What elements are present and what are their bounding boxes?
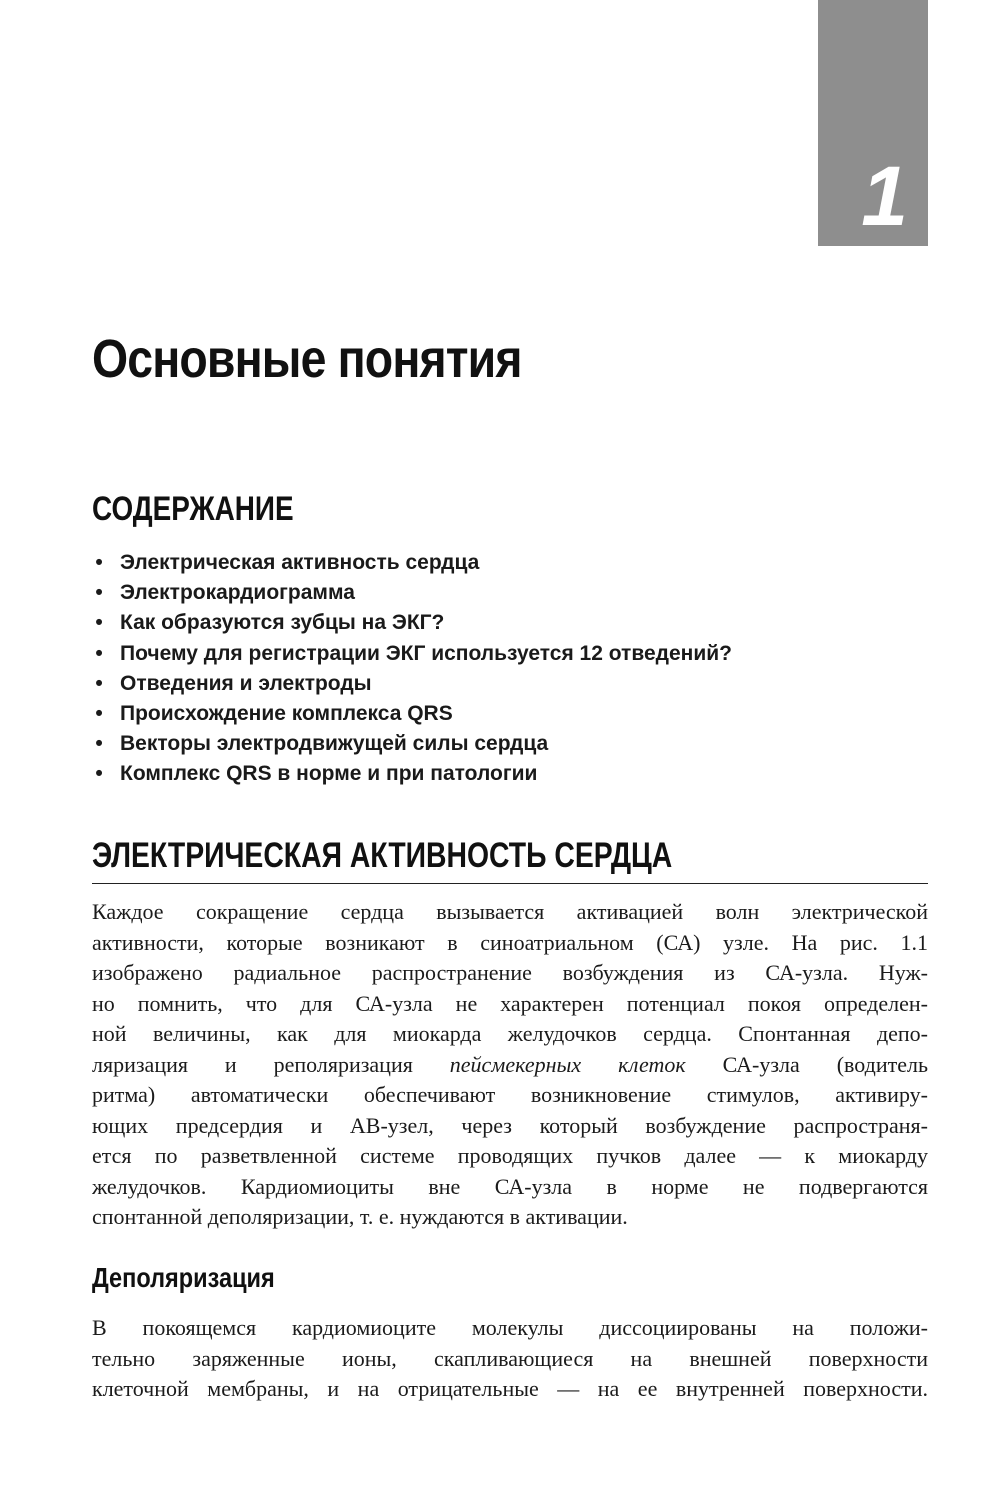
text-line: ритма) автоматически обеспечивают возникновение стимулов, активиру- (92, 1082, 928, 1107)
toc-item: • Векторы электродвижущей силы сердца (92, 729, 732, 759)
text-line: активности, которые возникают в синоатриальном (СА) узле. На рис. 1.1 (92, 929, 928, 955)
bullet-icon: • (95, 641, 103, 665)
text-line: Каждое сокращение сердца вызывается активацией волн электрической (92, 899, 928, 924)
text-line: но помнить, что для СА-узла не характерен потенциал покоя определен- (92, 990, 928, 1016)
text-line: ляризация и реполяризация пейсмекерных клеток СА-узла (водитель (92, 1051, 928, 1077)
toc-list (92, 548, 732, 790)
toc-item: • Отведения и электроды (92, 669, 732, 699)
bullet-icon: • (95, 581, 103, 605)
toc-item: • Электрокардиограмма (92, 578, 732, 608)
bullet-icon: • (95, 551, 103, 574)
text-line: клеточной мембраны, и на отрицательные — на ее внутренней поверхности. (92, 1376, 928, 1401)
bullet-icon: • (95, 611, 103, 635)
toc-item: • Электрическая активность сердца (92, 548, 732, 578)
toc-heading: СОДЕРЖАНИЕ (92, 490, 294, 528)
toc-item: • Комплекс QRS в норме и при патологии (92, 759, 732, 789)
subsection-heading: Деполяризация (92, 1262, 275, 1293)
text-line: тельно заряженные ионы, скапливающиеся на внешней поверхности (92, 1345, 928, 1371)
text-line: В покоящемся кардиомиоците молекулы диссоциированы на положи- (92, 1315, 928, 1340)
bullet-icon: • (95, 701, 103, 725)
toc-item: • Почему для регистрации ЭКГ используется 12 отведений? (92, 639, 732, 669)
text-line: спонтанной деполяризации, т. е. нуждаются в активации. (92, 1204, 628, 1229)
subsection-paragraph (92, 1313, 928, 1405)
chapter-number: 1 (861, 149, 906, 243)
toc-item: • Происхождение комплекса QRS (92, 699, 732, 729)
toc-item: • Как образуются зубцы на ЭКГ? (92, 608, 732, 638)
bullet-icon: • (95, 732, 103, 756)
bullet-icon: • (95, 762, 103, 786)
chapter-title: Основные понятия (92, 329, 522, 389)
italic-term: пейсмекерных клеток (449, 1051, 686, 1077)
text-line: ющих предсердия и АВ-узел, через который возбуждение распространя- (92, 1112, 928, 1138)
section-paragraph (92, 897, 928, 1233)
bullet-icon: • (95, 671, 103, 695)
text-line: ется по разветвленной системе проводящих пучков далее — к миокарду (92, 1143, 928, 1168)
section-divider (92, 883, 928, 884)
text-line: изображено радиальное распространение возбуждения из СА-узла. Нуж- (92, 960, 928, 985)
text-line: желудочков. Кардиомиоциты вне СА-узла в норме не подвергаются (92, 1173, 928, 1199)
text-line: ной величины, как для миокарда желудочков сердца. Спонтанная депо- (92, 1021, 928, 1046)
section-heading: ЭЛЕКТРИЧЕСКАЯ АКТИВНОСТЬ СЕРДЦА (92, 836, 673, 875)
chapter-number-tab (818, 0, 928, 246)
